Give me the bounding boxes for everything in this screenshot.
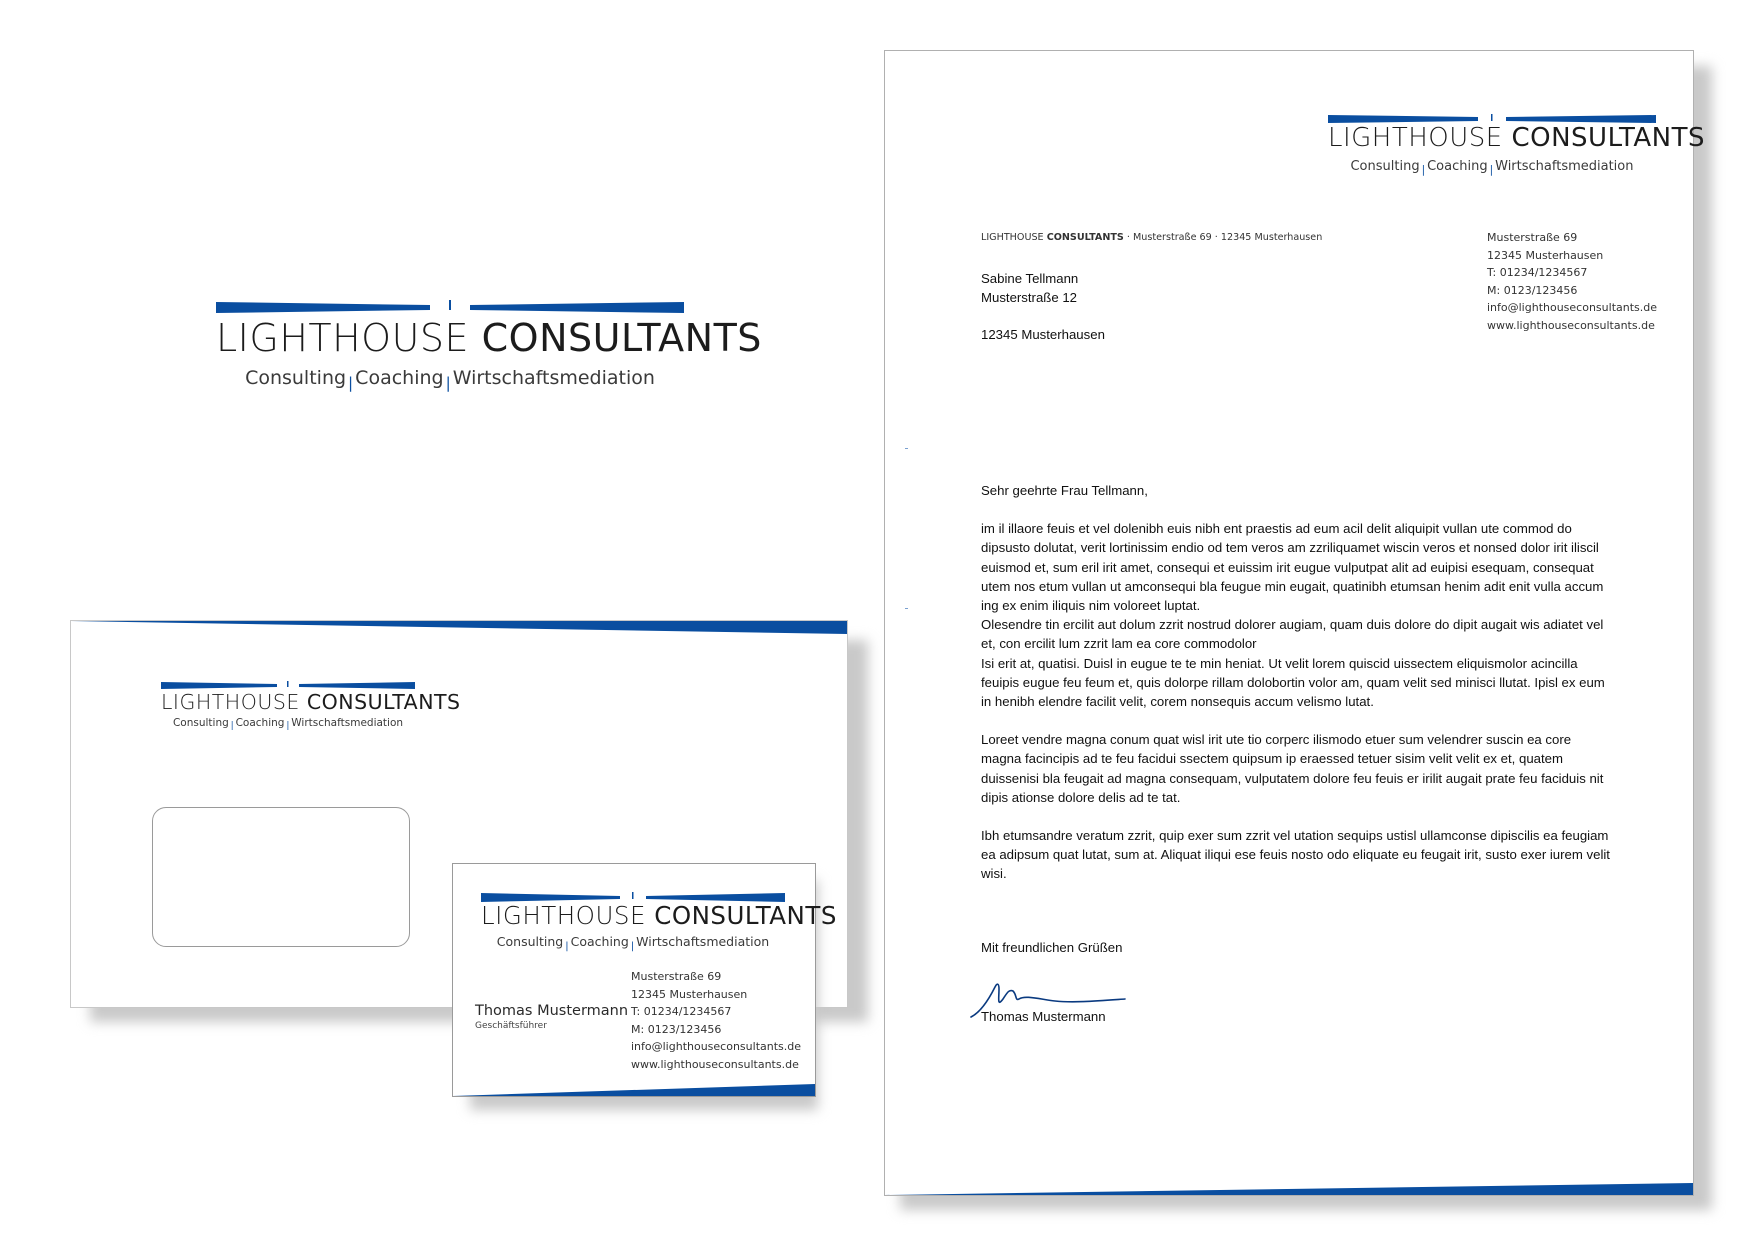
letter-contact-block (1487, 229, 1657, 335)
letter-body (981, 481, 1613, 903)
card-email: info@lighthouseconsultants.de (631, 1040, 802, 1053)
salutation: Sehr geehrte Frau Tellmann, (981, 483, 1148, 498)
envelope-accent-stripe (71, 621, 847, 637)
business-card (452, 863, 837, 1097)
recipient-address (981, 269, 1105, 344)
logo-wordmark: LIGHTHOUSE CONSULTANTS (161, 690, 461, 714)
card-contact-block (631, 968, 801, 1073)
card-street: Musterstraße 69 (631, 970, 722, 983)
body-paragraph-1b: Olesendre tin ercilit aut dolum zzrit nostrud dolorer augiam, quam duis dolore do dipit augait wis adiatet vel et, con ercilit lum zzrit lam ea core commodolor (981, 617, 1604, 652)
letter-contact-street: Musterstraße 69 (1487, 231, 1578, 244)
fold-mark-middle (905, 608, 908, 609)
signer-name: Thomas Mustermann (981, 1009, 1106, 1024)
logo-beam-icon (216, 300, 684, 316)
letter-sheet (884, 50, 1705, 1196)
recipient-name: Sabine Tellmann (981, 271, 1079, 286)
card-accent-stripe (453, 1082, 815, 1096)
card-phone: T: 01234/1234567 (631, 1005, 732, 1018)
business-card-logo (481, 892, 837, 960)
letter-contact-web: www.lighthouseconsultants.de (1487, 318, 1655, 332)
logo-wordmark: LIGHTHOUSE CONSULTANTS (1328, 123, 1705, 153)
letter-contact-phone: T: 01234/1234567 (1487, 266, 1588, 280)
envelope-address-window (152, 807, 410, 947)
body-paragraph-3: Ibh etumsandre veratum zzrit, quip exer sum zzrit vel utation sequips ustisl ullamconse dipiscilis ea feugiam ea adipsum quat lutat, sum at. Aliquat iliqui ese feuis nosto odo eliquate eu feugait irit, susto exer iurem velit wisi. (981, 828, 1610, 882)
logo-tagline: Consulting $_|$ Coaching $_|$ Wirtschaftsmediation (496, 934, 770, 952)
logo-tagline: Consulting | Coaching | Wirtschaftsmediation (245, 367, 655, 392)
logo-tagline: Consulting $_|$ Coaching $_|$ Wirtschaftsmediation (1350, 159, 1634, 176)
body-paragraph-1c: Isi erit at, quatisi. Duisl in eugue te te min heniat. Ut velit lorem quiscid uissectem eliquismolor acincilla feuipis eugue feu feum et, quis dolorpe rillam dolobortin volor am, quam velit sed minisci llutat. Ipisl ex eum in henibh elendre facilit velit, corem nonsequis accum velismo lutat. (981, 655, 1605, 710)
card-mobile: M: 0123/123456 (631, 1022, 722, 1036)
body-paragraph-1a: im il illaore feuis et vel dolenibh euis nibh ent praestis ad eum acil delit aliquipit vullan ute commod do dipsusto dolutat, verit lortinissim endio od tem veros am zzriliquamet wiscin veros et nonsed dolor irit iliscil euismod et, sum eril irit amet, consequi et euissim irit eugue vulputpat alit ad euipisi esequam, consequat utem nos etum vullan ut amconsequi bla feugue min eugait, quatinibh etumsan henim adit enit vulla accum ing ex enim iliquis nim voloreet luptat. (981, 521, 1604, 614)
sender-return-line: LIGHTHOUSE CONSULTANTS · Musterstraße 69 · 12345 Musterhausen (981, 232, 1323, 243)
main-logo (216, 300, 762, 396)
letter-contact-city: 12345 Musterhausen (1487, 248, 1604, 262)
envelope-logo (161, 681, 461, 739)
card-person-name: Thomas Mustermann (475, 1003, 629, 1019)
letter-contact-mobile: M: 0123/123456 (1487, 283, 1578, 297)
recipient-city: 12345 Musterhausen (981, 327, 1105, 342)
closing: Mit freundlichen Grüßen (981, 940, 1123, 955)
recipient-street: Musterstraße 12 (981, 290, 1078, 305)
letter-accent-stripe (885, 1181, 1693, 1195)
fold-mark-top (905, 448, 908, 449)
card-person-title: Geschäftsführer (475, 1021, 547, 1031)
logo-tagline: Consulting $_|$ Coaching $_|$ Wirtschaftsmediation (172, 717, 404, 731)
body-paragraph-2: Loreet vendre magna conum quat wisl irit ute tio corperc ilismodo etuer sum velendrer suscin ea core magna facincipis ad te feu facidui ssectem quipsum ip eraessed tetuer sisim velit velit ex et, quatem duissenisi bla feugait ad magna consequam, vulputatem dolore feu feuis er irilit augait prate feu faciduis nit dipis ationse dolore delis ad te tat. (981, 732, 1604, 805)
card-web: www.lighthouseconsultants.de (631, 1057, 799, 1071)
logo-wordmark: LIGHTHOUSE CONSULTANTS (481, 901, 837, 930)
card-city: 12345 Musterhausen (631, 987, 748, 1001)
letter-contact-email: info@lighthouseconsultants.de (1487, 301, 1658, 315)
logo-wordmark: LIGHTHOUSE CONSULTANTS (216, 316, 762, 360)
letter-logo (1328, 114, 1705, 178)
